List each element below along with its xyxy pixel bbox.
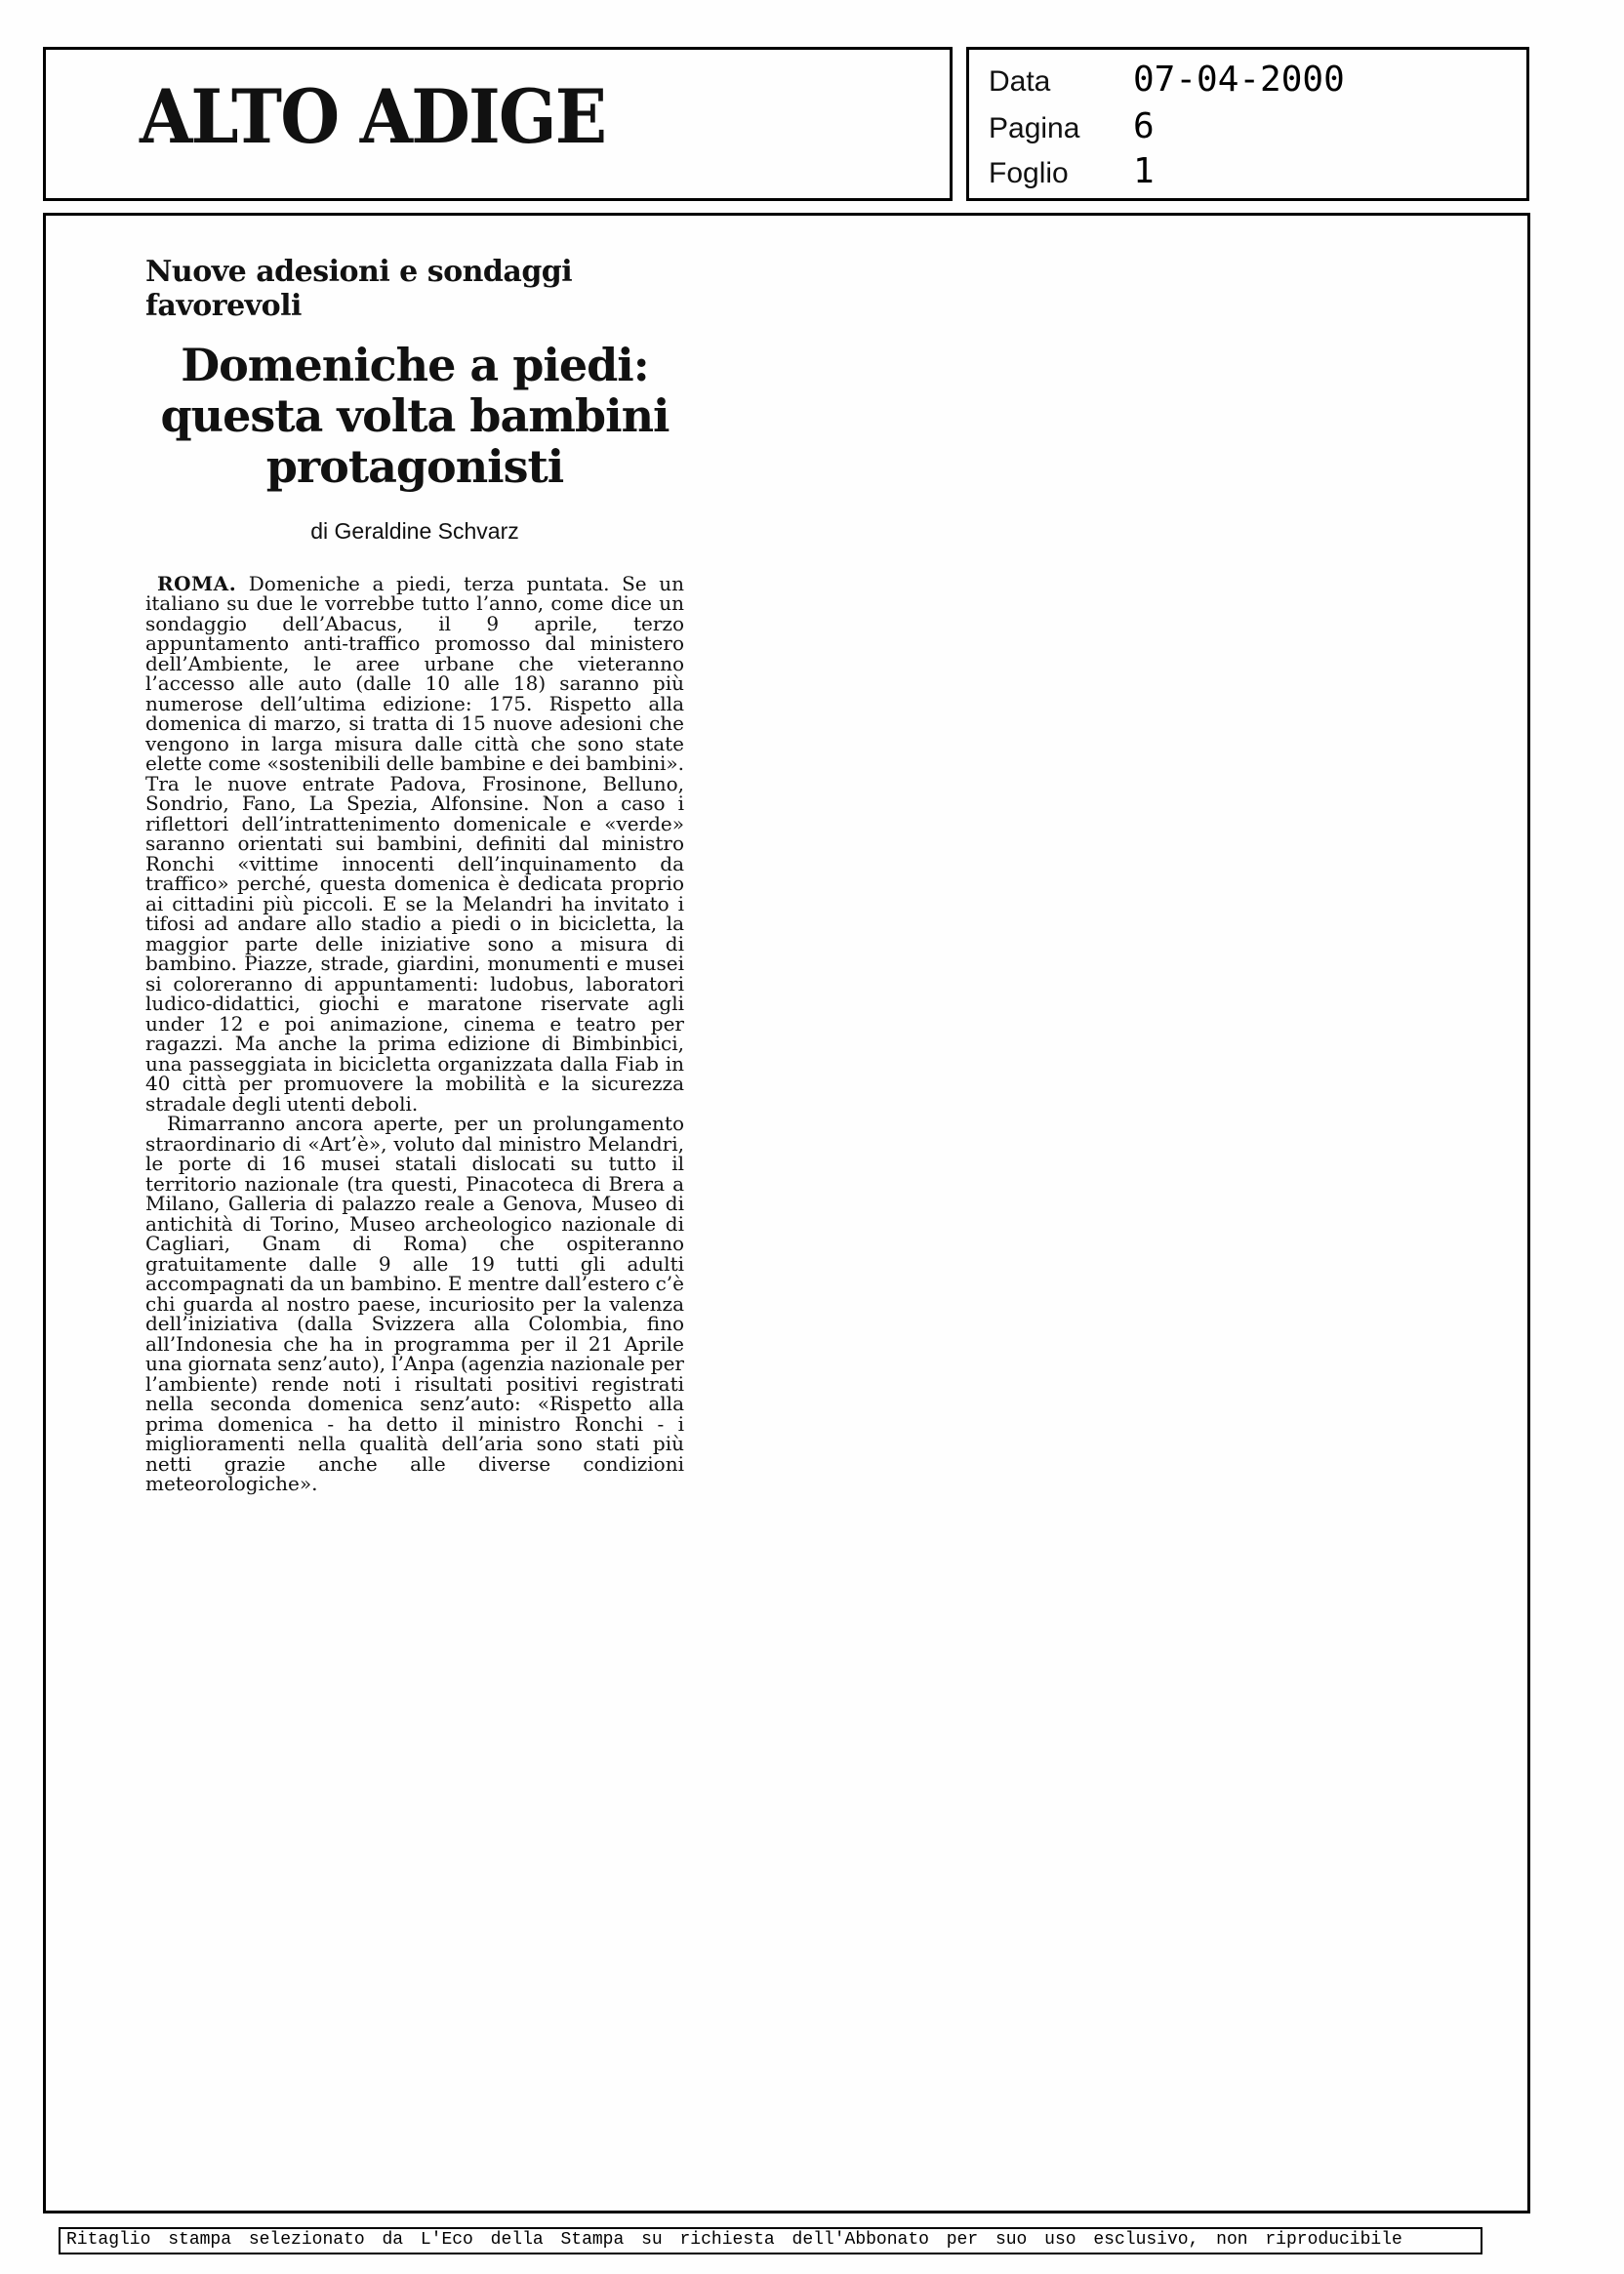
headline-line-1: Domeniche a piedi:	[181, 339, 649, 391]
footer-box	[59, 2227, 1482, 2254]
article-paragraph	[145, 1114, 684, 1494]
masthead-box	[43, 47, 953, 201]
data-label: Data	[989, 65, 1051, 98]
headline-line-2: questa volta bambini	[160, 388, 670, 442]
article-paragraph	[145, 571, 684, 1116]
footer-text: Ritaglio stampa selezionato da L'Eco della Stampa su richiesta dell'Abbonato per suo uso esclusivo, non riproducibile	[66, 2230, 1402, 2250]
article-byline: di Geraldine Schvarz	[310, 517, 519, 544]
meta-row-foglio	[989, 151, 1155, 191]
paragraph-text: Rimarranno ancora aperte, per un prolungamento straordinario di «Art’è», voluto dal ministro Melandri, le porte di 16 musei statali dislocati su tutto il territorio nazionale (tra questi, Pinacoteca di Brera a Milano, Galleria di palazzo reale a Genova, Museo di antichità di Torino, Museo archeologico nazionale di Cagliari, Gnam di Roma) che ospiteranno gratuitamente dalle 9 alle 19 tutti gli adulti accompagnati da un bambino. E mentre dall’estero c’è chi guarda al nostro paese, incuriosito per la valenza dell’iniziativa (dalla Svizzera alla Colombia, fino all’Indonesia che ha in programma per il 21 Aprile una giornata senz’auto), l’Anpa (agenzia nazionale per l’ambiente) rende noti i risultati positivi registrati nella seconda domenica senz’auto: «Rispetto alla prima domenica - ha detto il ministro Ronchi - i miglioramenti nella qualità dell’aria sono stati più netti grazie anche alle diverse condizioni meteorologiche».	[145, 1112, 684, 1496]
paragraph-text: Domeniche a piedi, terza puntata. Se un italiano su due le vorrebbe tutto l’anno, come dice un sondaggio dell’Abacus, il 9 aprile, terzo appuntamento anti-traffico promosso dal ministero dell’Ambiente, le aree urbane che vieteranno l’accesso alle auto (dalle 10 alle 18) saranno più numerose dell’ultima edizione: 175. Rispetto alla domenica di marzo, si tratta di 15 nuove adesioni che vengono in larga misura dalle città che sono state elette come «sostenibili delle bambine e dei bambini». Tra le nuove entrate Padova, Frosinone, Belluno, Sondrio, Fano, La Spezia, Alfonsine. Non a caso i riflettori dell’intrattenimento domenicale e «verde» saranno orientati sui bambini, definiti dal ministro Ronchi «vittime innocenti dell’inquinamento da traffico» perché, questa domenica è dedicata proprio ai cittadini più piccoli. E se la Melandri ha invitato i tifosi ad andare allo stadio a piedi o in bicicletta, la maggior parte delle iniziative sono a misura di bambino. Piazze, strade, giardini, monumenti e musei si coloreranno di appuntamenti: ludobus, laboratori ludico-didattici, giochi e maratone riservate agli under 12 e poi animazione, cinema e teatro per ragazzi. Ma anche la prima edizione di Bimbinbici, una passeggiata in bicicletta organizzata dalla Fiab in 40 città per promuovere la mobilità e la sicurezza stradale degli utenti deboli.	[145, 571, 684, 1116]
foglio-label: Foglio	[989, 157, 1069, 189]
masthead-logo: ALTO ADIGE	[140, 73, 606, 160]
article-kicker: Nuove adesioni e sondaggi favorevoli	[145, 255, 573, 323]
data-value: 07-04-2000	[1133, 60, 1345, 100]
dateline: ROMA.	[157, 571, 237, 595]
meta-row-data	[989, 60, 1345, 100]
article-headline	[145, 341, 684, 493]
headline-line-3: protagonisti	[265, 439, 564, 493]
pagina-value: 6	[1133, 106, 1155, 146]
meta-row-pagina	[989, 106, 1155, 146]
pagina-label: Pagina	[989, 112, 1080, 144]
clipping-meta-box	[966, 47, 1529, 201]
article-box	[43, 213, 1530, 2213]
article-column	[145, 255, 684, 1494]
foglio-value: 1	[1133, 151, 1155, 191]
